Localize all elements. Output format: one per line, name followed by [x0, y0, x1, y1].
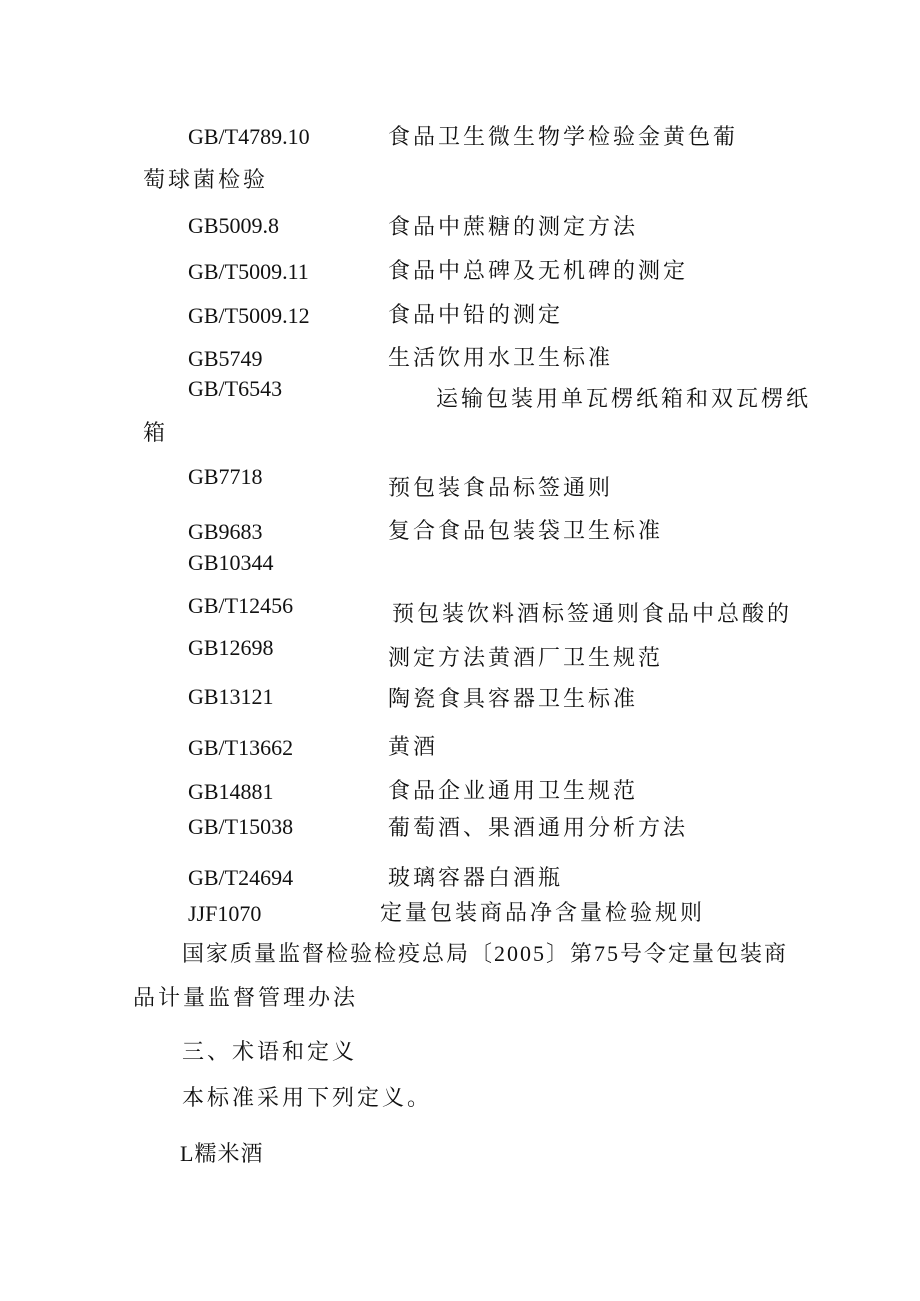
ref-title: 复合食品包装袋卫生标准 — [388, 518, 664, 543]
ref-code: GB/T6543 — [188, 376, 283, 401]
ref-code: GB10344 — [188, 550, 274, 575]
ref-code: GB/T4789.10 — [188, 124, 310, 149]
ref-code: GB/T15038 — [188, 814, 294, 839]
ref-code: GB7718 — [188, 464, 263, 489]
ref-title: 黄酒 — [388, 734, 439, 759]
ref-code: GB/T12456 — [188, 593, 294, 618]
ref-title-continuation: 萄球菌检验 — [143, 167, 269, 192]
ref-code: GB/T5009.11 — [188, 259, 309, 284]
ref-title: 预包装食品标签通则 — [388, 475, 614, 500]
ref-code: GB9683 — [188, 519, 263, 544]
ref-title: 玻璃容器白酒瓶 — [388, 865, 564, 890]
ref-code: GB/T5009.12 — [188, 303, 310, 328]
section-intro: 本标准采用下列定义。 — [182, 1085, 433, 1110]
ref-code: GB5749 — [188, 346, 263, 371]
ref-code: GB13121 — [188, 684, 274, 709]
ref-code: GB14881 — [188, 779, 274, 804]
ref-title: 陶瓷食具容器卫生标准 — [388, 686, 639, 711]
ref-code: JJF1070 — [188, 901, 262, 926]
ref-title: 食品中蔗糖的测定方法 — [388, 214, 639, 239]
term-heading: L糯米酒 — [180, 1141, 264, 1166]
ref-code: GB12698 — [188, 635, 274, 660]
ref-title: 食品中铅的测定 — [388, 302, 564, 327]
section-heading: 三、术语和定义 — [182, 1039, 358, 1064]
ref-code: GB/T24694 — [188, 865, 294, 890]
ref-title: 葡萄酒、果酒通用分析方法 — [388, 815, 689, 840]
ref-title: 食品卫生微生物学检验金黄色葡 — [388, 124, 739, 149]
regulation-line: 品计量监督管理办法 — [133, 985, 359, 1010]
ref-title: 定量包装商品净含量检验规则 — [380, 900, 706, 925]
regulation-line: 国家质量监督检验检疫总局〔2005〕第75号令定量包装商 — [182, 941, 789, 966]
ref-code: GB/T13662 — [188, 735, 294, 760]
ref-title: 生活饮用水卫生标准 — [388, 345, 614, 370]
ref-title-continuation: 箱 — [143, 420, 169, 445]
ref-title: 运输包装用单瓦楞纸箱和双瓦楞纸 — [436, 386, 812, 411]
ref-title: 食品企业通用卫生规范 — [388, 778, 639, 803]
ref-title: 食品中总碑及无机碑的测定 — [388, 258, 689, 283]
ref-code: GB5009.8 — [188, 213, 280, 238]
ref-title: 预包装饮料酒标签通则食品中总酸的 — [392, 601, 793, 626]
ref-title: 测定方法黄酒厂卫生规范 — [388, 645, 664, 670]
